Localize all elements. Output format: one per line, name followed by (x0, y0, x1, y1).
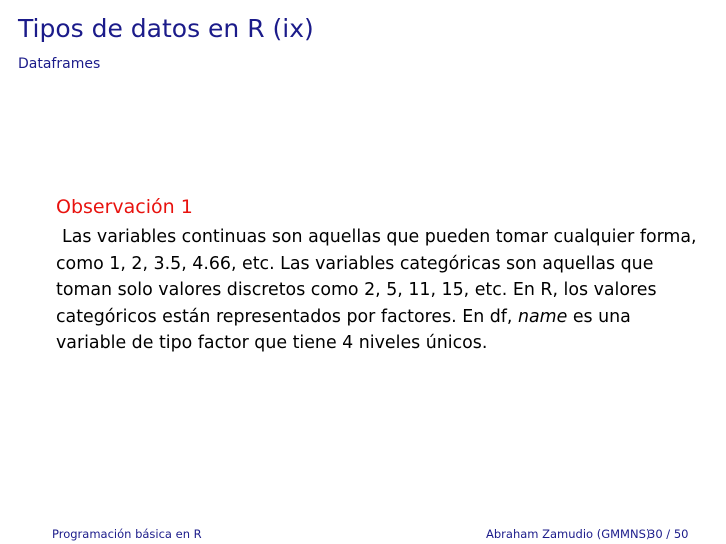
footer-course: Programación básica en R (52, 527, 202, 541)
slide-subtitle: Dataframes (18, 56, 101, 72)
slide-footer (0, 527, 726, 544)
footer-page-number: 30 / 50 (648, 527, 689, 541)
observation-emphasis: name (517, 306, 568, 327)
footer-author: Abraham Zamudio (GMMNS) (486, 527, 651, 541)
observation-text (56, 224, 706, 357)
observation-heading: Observación 1 (56, 196, 193, 218)
observation-block (56, 194, 706, 357)
observation-text-main: Las variables continuas son aquellas que pueden tomar cualquier forma, como 1, 2, 3.5, 4.66, etc. Las variables categóricas son aquellas que toman solo valores discretos como 2, 5, 11, 15, etc. En R, los valores categóricos están representados por factores. En df, (56, 227, 697, 327)
slide-title: Tipos de datos en R (ix) (18, 14, 314, 43)
observation-text-end: es una variable de tipo factor que tiene 4 niveles únicos. (56, 306, 631, 353)
